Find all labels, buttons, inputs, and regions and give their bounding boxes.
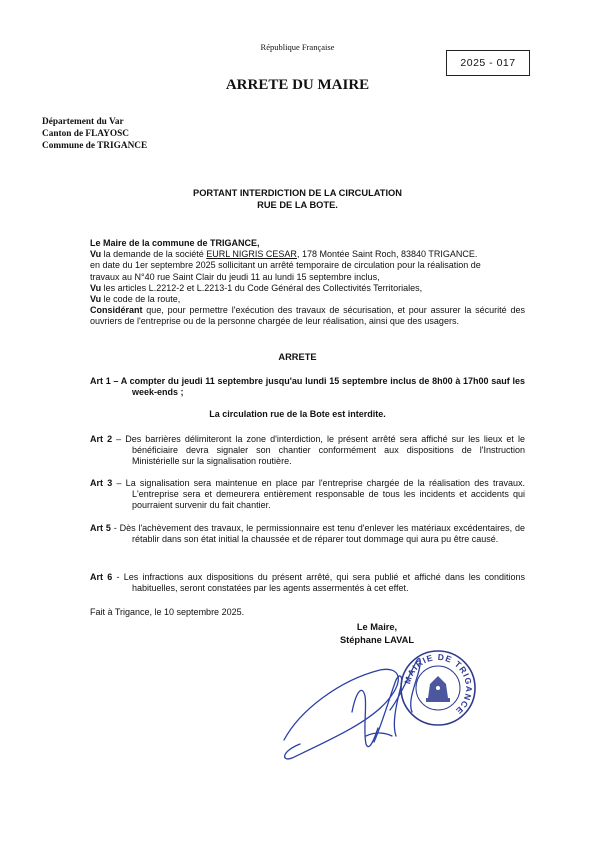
vu-text: la demande de la société xyxy=(101,249,207,260)
considerant-label: Considérant xyxy=(90,305,143,316)
vu-label: Vu xyxy=(90,282,102,293)
page-title: ARRETE DU MAIRE xyxy=(225,77,370,93)
vu-text: le code de la route, xyxy=(101,294,181,305)
maire-intro: Le Maire de la commune de TRIGANCE, xyxy=(90,238,260,248)
article-6-label: Art 6 xyxy=(90,572,113,582)
signatory-role: Le Maire, xyxy=(356,622,398,632)
arrete-subject xyxy=(0,188,595,211)
article-1-statement: La circulation rue de la Bote est interdite. xyxy=(209,409,386,419)
article-5-label: Art 5 xyxy=(90,523,111,533)
arrete-heading: ARRETE xyxy=(278,352,317,362)
article-6 xyxy=(90,572,525,594)
vu-address: , 178 Montée Saint Roch, 83840 TRIGANCE. xyxy=(296,249,478,260)
seal-text: MAIRIE DE TRIGANCE xyxy=(402,651,475,717)
article-6-text: - Les infractions aux dispositions du présent arrêté, qui sera publié et affiché dans les conditions habituelles, seront constatées par les agents assermentés à cet effet. xyxy=(112,572,525,594)
article-1-text: A compter du jeudi 11 septembre jusqu'au lundi 15 septembre inclus de 8h00 à 17h00 sauf les week-ends ; xyxy=(120,376,525,398)
vu-code-route xyxy=(90,294,525,305)
vu-articles xyxy=(90,283,525,294)
article-5-text: - Dès l'achèvement des travaux, le permissionnaire est tenu d'enlever les matériaux excédentaires, de rétablir dans son état initial la chaussée et de réparer tout dommage qui aura pu être causé. xyxy=(110,523,525,545)
vu-demande-line-3: travaux au N°40 rue Saint Clair du jeudi 11 au lundi 15 septembre inclus, xyxy=(90,271,380,282)
article-1-label: Art 1 – xyxy=(90,376,121,386)
article-1 xyxy=(90,376,525,398)
vu-demande-line-2: en date du 1er septembre 2025 sollicitant un arrêté temporaire de circulation pour la réalisation de xyxy=(90,260,481,271)
place-and-date: Fait à Trigance, le 10 septembre 2025. xyxy=(90,607,245,617)
article-3-text: – La signalisation sera maintenue en place par l'entreprise chargée de la réalisation des travaux. L'entreprise sera et demeurera entièrement responsable de tous les incidents et accidents qui pourraient survenir du fait chantier. xyxy=(112,478,525,511)
reference-number-box: 2025 - 017 xyxy=(446,50,530,76)
departement-label: Département du Var xyxy=(42,117,124,127)
administrative-header xyxy=(42,116,147,152)
vu-demande xyxy=(90,249,525,260)
signatory-name: Stéphane LAVAL xyxy=(339,634,415,645)
article-2-label: Art 2 xyxy=(90,434,113,444)
article-3 xyxy=(90,478,525,512)
article-2 xyxy=(90,434,525,468)
company-name: EURL NIGRIS CESAR xyxy=(206,249,297,260)
considerant-text: que, pour permettre l'exécution des travaux de sécurisation, et pour assurer la sécurité des ouvriers de l'entreprise ou de la personne chargée de leur réalisation, ainsi que des usagers. xyxy=(90,305,525,327)
mairie-seal-stamp xyxy=(398,648,478,728)
preamble xyxy=(90,238,525,328)
commune-label: Commune de TRIGANCE xyxy=(42,141,148,151)
subject-line-1: PORTANT INTERDICTION DE LA CIRCULATION xyxy=(193,188,402,198)
subject-line-2: RUE DE LA BOTE. xyxy=(257,199,338,210)
canton-label: Canton de FLAYOSC xyxy=(42,129,129,139)
vu-text: les articles L.2212-2 et L.2213-1 du Code Général des Collectivités Territoriales, xyxy=(101,282,423,293)
article-5 xyxy=(90,523,525,545)
considerant xyxy=(90,305,525,327)
vu-label: Vu xyxy=(90,294,102,305)
article-3-label: Art 3 xyxy=(90,478,113,488)
article-2-text: – Des barrières délimiteront la zone d'interdiction, le présent arrêté sera affiché sur les lieux et le bénéficiaire devra signaler son chantier conformément aux dispositions de l'Instruction Ministérielle sur la signalisation routière. xyxy=(112,434,525,467)
republique-francaise-label: République Française xyxy=(260,42,335,52)
vu-label: Vu xyxy=(90,249,102,260)
